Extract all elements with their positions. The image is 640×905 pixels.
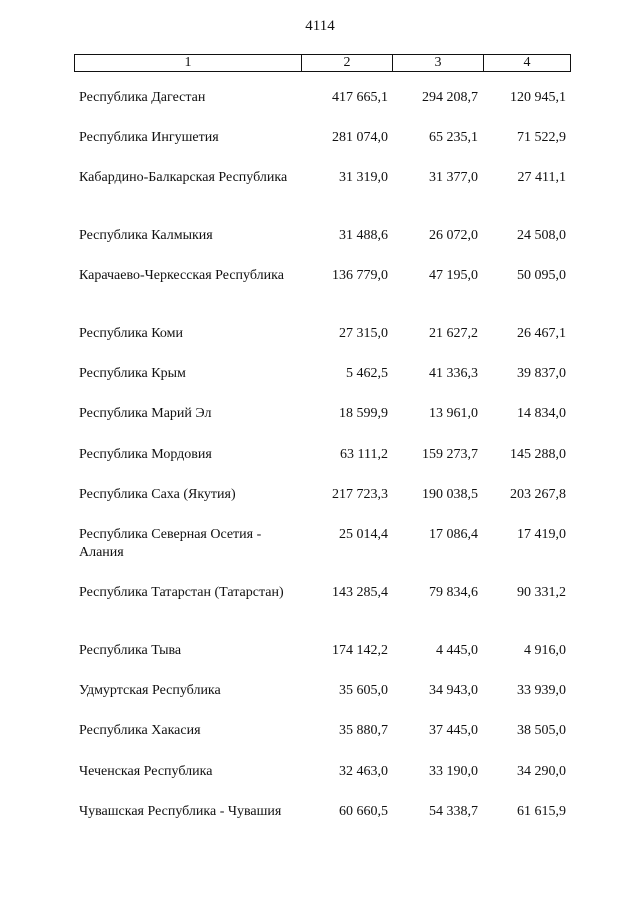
region-name: Чеченская Республика	[79, 764, 213, 779]
column-header-3: 3	[393, 55, 484, 72]
value-col-4: 50 095,0	[517, 268, 566, 283]
region-name: Республика Татарстан (Татарстан)	[79, 585, 284, 600]
region-name: Республика Ингушетия	[79, 130, 219, 145]
value-col-4: 4 916,0	[524, 643, 566, 658]
value-col-2: 417 665,1	[332, 90, 388, 105]
value-col-4: 145 288,0	[510, 447, 566, 462]
region-name: Карачаево-Черкесская Республика	[79, 268, 284, 283]
value-col-3: 31 377,0	[429, 170, 478, 185]
value-col-3: 294 208,7	[422, 90, 478, 105]
region-name: Республика Калмыкия	[79, 228, 213, 243]
region-name: Республика Тыва	[79, 643, 182, 658]
region-name: Республика Крым	[79, 366, 186, 381]
value-col-4: 27 411,1	[517, 170, 566, 185]
region-name: Республика Северная Осетия - Алания	[79, 527, 262, 560]
value-col-2: 217 723,3	[332, 487, 388, 502]
value-col-4: 120 945,1	[510, 90, 566, 105]
region-name: Кабардино-Балкарская Республика	[79, 170, 288, 185]
value-col-3: 79 834,6	[429, 585, 478, 600]
value-col-2: 5 462,5	[346, 366, 388, 381]
value-col-2: 143 285,4	[332, 585, 388, 600]
value-col-2: 136 779,0	[332, 268, 388, 283]
value-col-2: 63 111,2	[340, 447, 388, 462]
column-header-table	[74, 54, 571, 72]
region-name: Республика Марий Эл	[79, 406, 212, 421]
region-name: Удмуртская Республика	[79, 683, 221, 698]
value-col-4: 203 267,8	[510, 487, 566, 502]
value-col-3: 26 072,0	[429, 228, 478, 243]
column-header-4: 4	[484, 55, 571, 72]
value-col-3: 159 273,7	[422, 447, 478, 462]
value-col-3: 47 195,0	[429, 268, 478, 283]
value-col-3: 17 086,4	[429, 527, 478, 542]
value-col-4: 26 467,1	[517, 326, 566, 341]
column-header-1: 1	[75, 55, 302, 72]
value-col-3: 65 235,1	[429, 130, 478, 145]
value-col-2: 27 315,0	[339, 326, 388, 341]
value-col-4: 61 615,9	[517, 804, 566, 819]
page-number: 4114	[305, 18, 335, 34]
value-col-4: 38 505,0	[517, 723, 566, 738]
value-col-3: 4 445,0	[436, 643, 478, 658]
value-col-4: 33 939,0	[517, 683, 566, 698]
value-col-4: 24 508,0	[517, 228, 566, 243]
value-col-2: 35 880,7	[339, 723, 388, 738]
value-col-4: 17 419,0	[517, 527, 566, 542]
value-col-3: 13 961,0	[429, 406, 478, 421]
value-col-2: 31 488,6	[339, 228, 388, 243]
region-name: Республика Коми	[79, 326, 183, 341]
column-header-2: 2	[302, 55, 393, 72]
value-col-3: 41 336,3	[429, 366, 478, 381]
value-col-3: 34 943,0	[429, 683, 478, 698]
value-col-2: 32 463,0	[339, 764, 388, 779]
region-name: Чувашская Республика - Чувашия	[79, 804, 282, 819]
value-col-4: 14 834,0	[517, 406, 566, 421]
value-col-3: 54 338,7	[429, 804, 478, 819]
value-col-2: 60 660,5	[339, 804, 388, 819]
value-col-3: 33 190,0	[429, 764, 478, 779]
value-col-2: 31 319,0	[339, 170, 388, 185]
value-col-2: 281 074,0	[332, 130, 388, 145]
value-col-4: 34 290,0	[517, 764, 566, 779]
region-name: Республика Саха (Якутия)	[79, 487, 236, 502]
value-col-3: 190 038,5	[422, 487, 478, 502]
region-name: Республика Мордовия	[79, 447, 212, 462]
value-col-2: 18 599,9	[339, 406, 388, 421]
value-col-3: 37 445,0	[429, 723, 478, 738]
region-name: Республика Хакасия	[79, 723, 201, 738]
value-col-3: 21 627,2	[429, 326, 478, 341]
value-col-4: 39 837,0	[517, 366, 566, 381]
value-col-4: 90 331,2	[517, 585, 566, 600]
column-header-row	[75, 55, 571, 72]
region-name: Республика Дагестан	[79, 90, 206, 105]
value-col-2: 174 142,2	[332, 643, 388, 658]
value-col-2: 35 605,0	[339, 683, 388, 698]
value-col-2: 25 014,4	[339, 527, 388, 542]
value-col-4: 71 522,9	[517, 130, 566, 145]
